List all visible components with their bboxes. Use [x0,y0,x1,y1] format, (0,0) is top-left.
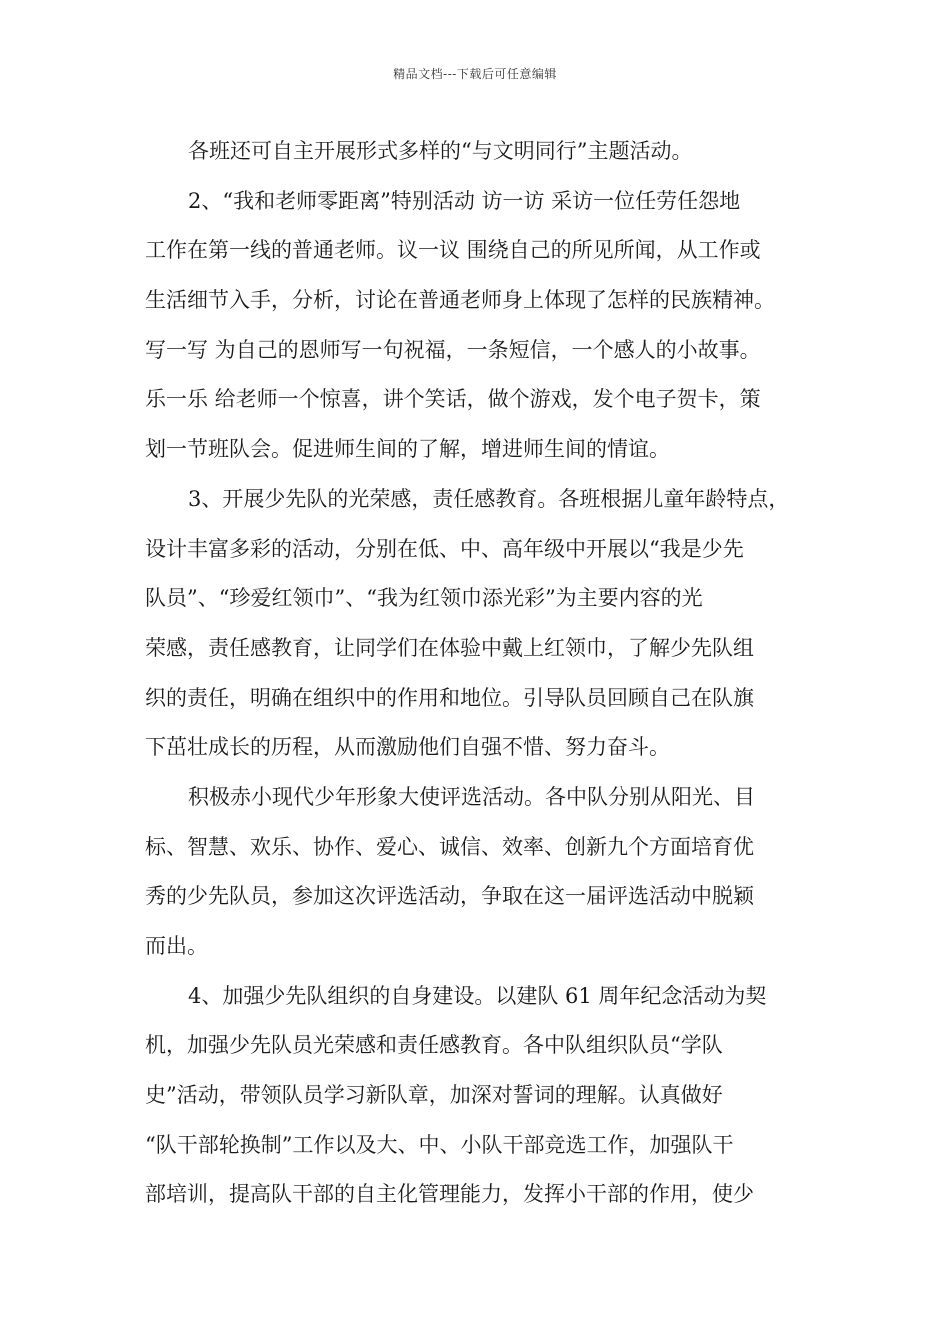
text-line: 秀的少先队员，参加这次评选活动，争取在这一届评选活动中脱颖 [145,884,754,909]
page-header: 精品文档---下载后可任意编辑 [393,67,557,81]
text-line: “队干部轮换制”工作以及大、中、小队干部竞选工作，加强队干 [145,1132,734,1157]
text-line: 写一写 为自己的恩师写一句祝福，一条短信，一个感人的小故事。 [145,337,761,362]
text-line: 部培训，提高队干部的自主化管理能力，发挥小干部的作用，使少 [145,1182,754,1207]
text-line: 机，加强少先队员光荣感和责任感教育。各中队组织队员“学队 [145,1033,723,1058]
text-line: 史”活动，带领队员学习新队章，加深对誓词的理解。认真做好 [145,1083,723,1108]
text-line: 荣感，责任感教育，让同学们在体验中戴上红领巾，了解少先队组 [145,635,754,660]
text-line: 工作在第一线的普通老师。议一议 围绕自己的所见所闻，从工作或 [145,238,761,263]
text-line: 设计丰富多彩的活动，分别在低、中、高年级中开展以“我是少先 [145,536,744,561]
text-line: 积极赤小现代少年形象大使评选活动。各中队分别从阳光、目 [188,784,755,809]
text-line: 4、加强少先队组织的自身建设。以建队 61 周年纪念活动为契 [188,983,767,1008]
text-line: 队员”、“珍爱红领巾”、“我为红领巾添光彩”为主要内容的光 [145,586,703,611]
text-line: 而出。 [145,934,208,958]
text-line: 2、“我和老师零距离”特别活动 访一访 采访一位任劳任怨地 [188,188,741,213]
document-body [145,131,805,1224]
text-line: 织的责任，明确在组织中的作用和地位。引导队员回顾自己在队旗 [145,685,754,710]
text-line: 下茁壮成长的历程，从而激励他们自强不惜、努力奋斗。 [145,735,670,760]
text-line: 3、开展少先队的光荣感，责任感教育。各班根据儿童年龄特点， [188,486,790,511]
text-line: 划一节班队会。促进师生间的了解，增进师生间的情谊。 [145,437,670,462]
text-line: 生活细节入手，分析，讨论在普通老师身上体现了怎样的民族精神。 [145,288,775,313]
text-line: 各班还可自主开展形式多样的“与文明同行”主题活动。 [188,139,693,163]
text-line: 乐一乐 给老师一个惊喜，讲个笑话，做个游戏，发个电子贺卡，策 [145,387,761,412]
text-line: 标、智慧、欢乐、协作、爱心、诚信、效率、创新九个方面培育优 [145,834,754,859]
